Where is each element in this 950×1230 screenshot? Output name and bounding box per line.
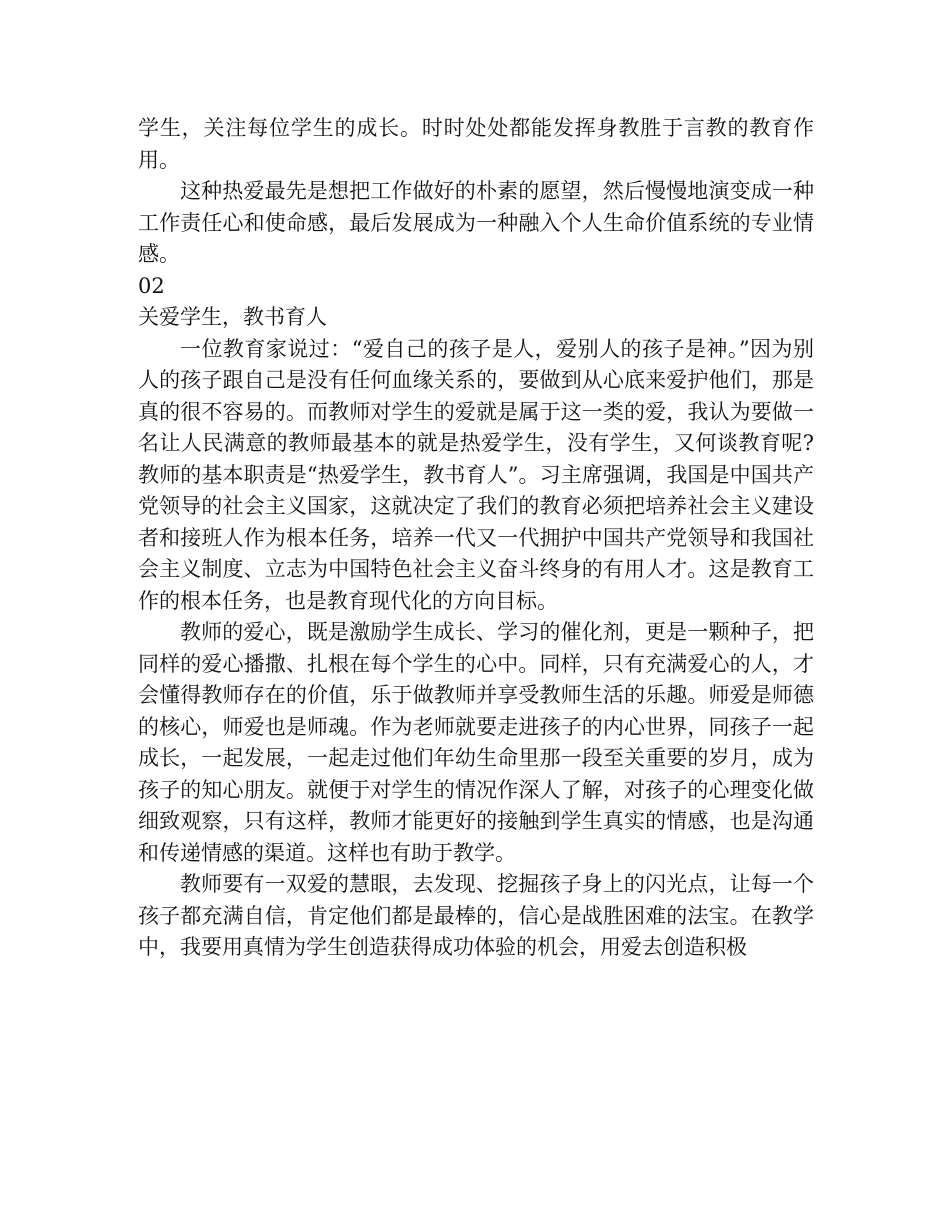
paragraph-educator-quote: 一位教育家说过：“爱自己的孩子是人，爱别人的孩子是神。”因为别人的孩子跟自己是没有任何血缘关系的，要做到从心底来爱护他们，那是真的很不容易的。而教师对学生的爱就是属于这一类的爱，我认为要做一名让人民满意的教师最基本的就是热爱学生，没有学生，又何谈教育呢?教师的基本职责是“热爱学生，教书育人”。习主席强调，我国是中国共产党领导的社会主义国家，这就决定了我们的教育必须把培养社会主义建设者和接班人作为根本任务，培养一代又一代拥护中国共产党领导和我国社会主义制度、立志为中国特色社会主义奋斗终身的有用人才。这是教育工作的根本任务，也是教育现代化的方向目标。 xyxy=(138,336,814,613)
paragraph-teacher-love: 教师的爱心，既是激励学生成长、学习的催化剂，更是一颗种子，把同样的爱心播撒、扎根在每个学生的心中。同样，只有充满爱心的人，才会懂得教师存在的价值，乐于做教师并享受教师生活的乐趣。师爱是师德的核心，师爱也是师魂。作为老师就要走进孩子的内心世界，同孩子一起成长，一起发展，一起走过他们年幼生命里那一段至关重要的岁月，成为孩子的知心朋友。就便于对学生的情况作深人了解，对孩子的心理变化做细致观察，只有这样，教师才能更好的接触到学生真实的情感，也是沟通和传递情感的渠道。这样也有助于教学。 xyxy=(138,620,814,865)
section-title: 关爱学生，教书育人 xyxy=(138,305,327,329)
section-number: 02 xyxy=(138,273,165,298)
document-page xyxy=(138,113,814,964)
paragraph-love-of-work: 这种热爱最先是想把工作做好的朴素的愿望，然后慢慢地演变成一种工作责任心和使命感，最后发展成为一种融入个人生命价值系统的专业情感。 xyxy=(138,179,814,266)
paragraph-eyes-of-love: 教师要有一双爱的慧眼，去发现、挖掘孩子身上的闪光点，让每一个孩子都充满自信，肯定他们都是最棒的，信心是战胜困难的法宝。在教学中，我要用真情为学生创造获得成功体验的机会，用爱去创造积极 xyxy=(138,872,814,959)
paragraph-continuation: 学生，关注每位学生的成长。时时处处都能发挥身教胜于言教的教育作用。 xyxy=(138,116,814,172)
